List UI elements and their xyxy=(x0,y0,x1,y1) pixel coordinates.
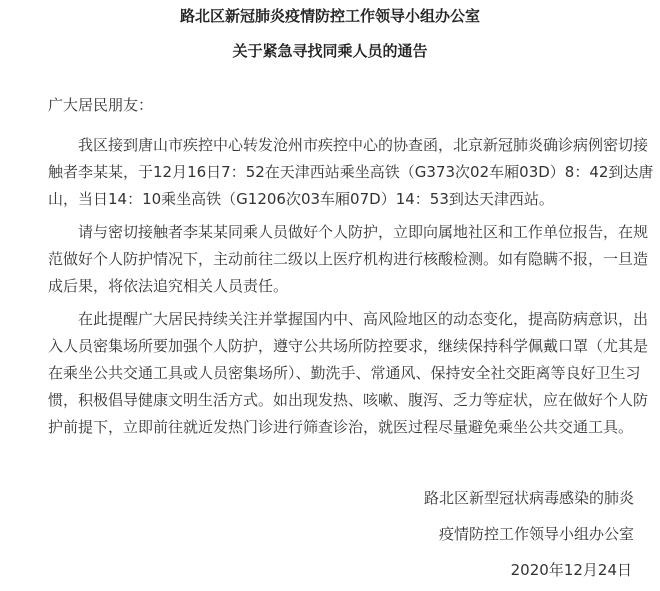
paragraph-2 xyxy=(48,219,649,300)
paragraph-line: 护前提下，立即前往就近发热门诊进行筛查诊治，就医过程尽量避免乘坐公共交通工具。 xyxy=(48,418,634,436)
salutation: 广大居民朋友： xyxy=(48,96,154,114)
paragraph-line: 我区接到唐山市疾控中心转发沧州市疾控中心的协查函，北京新冠肺炎确诊病例密切接 xyxy=(78,136,649,154)
paragraph-line: 触者李某某，于12月16日7：52在天津西站乘坐高铁（G373次02车厢03D）8：42到达唐 xyxy=(48,163,654,181)
paragraph-line: 在乘坐公共交通工具或人员密集场所）、勤洗手、常通风、保持安全社交距离等良好卫生习 xyxy=(48,364,641,382)
paragraph-line: 入人员密集场所要加强个人防护，遵守公共场所防控要求，继续保持科学佩戴口罩（尤其是 xyxy=(48,337,649,355)
signature-line-2: 疫情防控工作领导小组办公室 xyxy=(438,525,634,543)
paragraph-1 xyxy=(48,132,654,213)
paragraph-line: 惯，积极倡导健康文明生活方式。如出现发热、咳嗽、腹泻、乏力等症状，应在做好个人防 xyxy=(48,391,649,409)
paragraph-line: 请与密切接触者李某某同乘人员做好个人防护，立即向属地社区和工作单位报告，在规 xyxy=(78,223,649,241)
issuing-office-heading: 路北区新冠肺炎疫情防控工作领导小组办公室 xyxy=(179,7,480,25)
paragraph-line: 范做好个人防护情况下，主动前往二级以上医疗机构进行核酸检测。如有隐瞒不报，一旦造 xyxy=(48,250,649,268)
notice-title: 关于紧急寻找同乘人员的通告 xyxy=(232,42,428,60)
paragraph-line: 在此提醒广大居民持续关注并掌握国内中、高风险地区的动态变化，提高防病意识，出 xyxy=(78,310,649,328)
paragraph-3 xyxy=(48,306,649,441)
signature-date: 2020年12月24日 xyxy=(510,561,632,579)
paragraph-line: 山，当日14：10乘坐高铁（G1206次03车厢07D）14：53到达天津西站。 xyxy=(48,190,554,208)
signature-line-1: 路北区新型冠状病毒感染的肺炎 xyxy=(423,489,634,507)
paragraph-line: 成后果，将依法追究相关人员责任。 xyxy=(48,277,289,295)
